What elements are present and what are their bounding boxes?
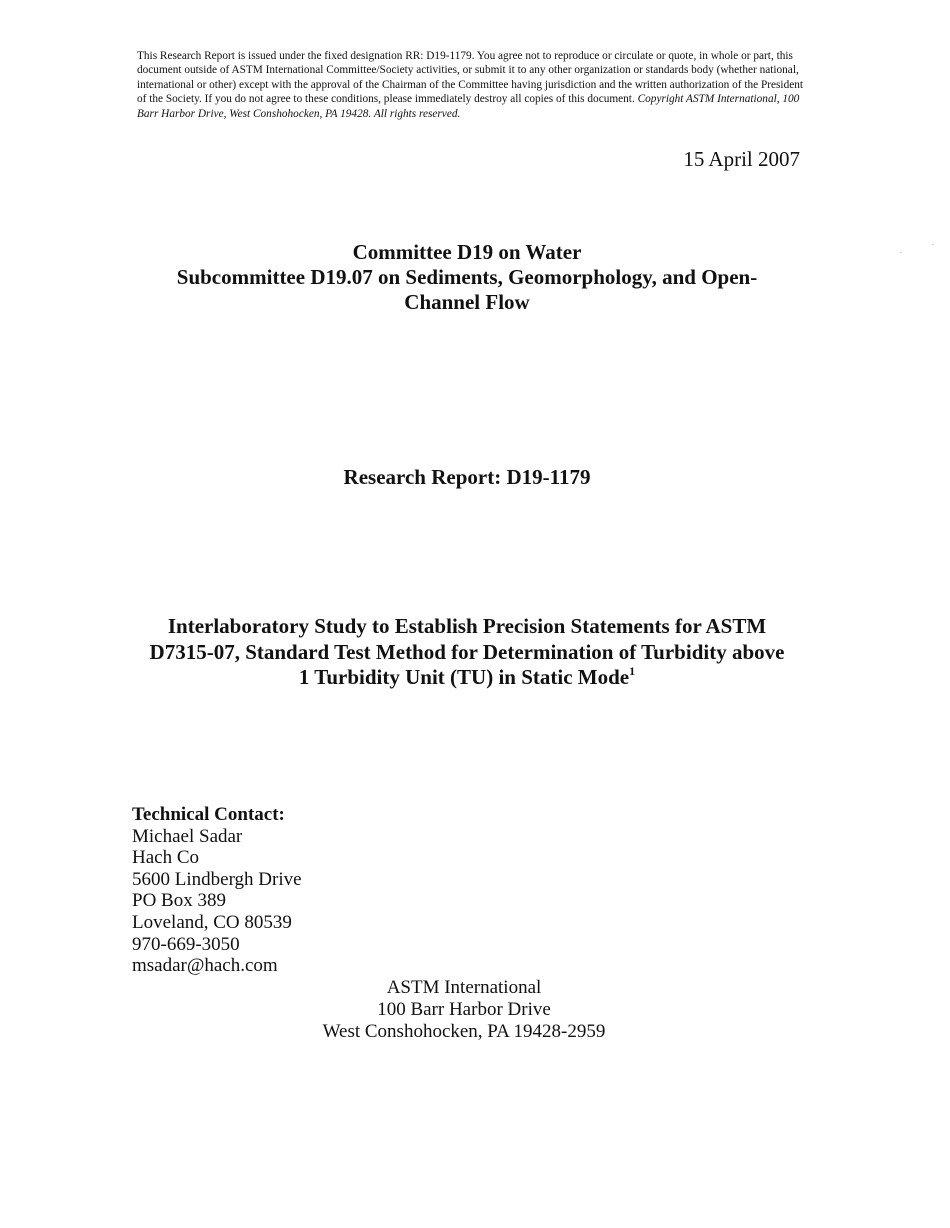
contact-company: Hach Co (132, 847, 200, 869)
footnote-mark: 1 (629, 664, 636, 678)
astm-city: West Conshohocken, PA 19428-2959 (322, 1020, 606, 1042)
copyright-text: Copyright ASTM International, 100 Barr Harbor Drive, West Conshohocken, PA 19428. All rights reserved. (137, 93, 800, 120)
astm-name: ASTM International (386, 977, 542, 998)
study-title (126, 614, 808, 691)
report-date: 15 April 2007 (683, 147, 800, 171)
contact-heading: Technical Contact: (132, 804, 285, 825)
contact-city: Loveland, CO 80539 (132, 911, 292, 933)
contact-email: msadar@hach.com (132, 955, 278, 977)
scan-speck (900, 252, 902, 253)
technical-contact (132, 804, 552, 977)
committee-line-1: Committee D19 on Water (352, 240, 582, 264)
astm-address (290, 977, 638, 1042)
committee-heading (140, 240, 794, 315)
contact-po-box: PO Box 389 (132, 890, 226, 912)
astm-street: 100 Barr Harbor Drive (377, 998, 551, 1020)
study-title-line-3 (126, 665, 808, 691)
committee-line-2: Subcommittee D19.07 on Sediments, Geomorphology, and Open- (176, 265, 758, 289)
distribution-notice (137, 49, 805, 121)
contact-phone: 970-669-3050 (132, 933, 240, 955)
study-title-line-2: D7315-07, Standard Test Method for Determination of Turbidity above (149, 639, 785, 664)
study-title-line-3-text: 1 Turbidity Unit (TU) in Static Mode (298, 665, 630, 689)
study-title-line-1: Interlaboratory Study to Establish Precision Statements for ASTM (167, 614, 767, 638)
notice-text: This Research Report is issued under the fixed designation RR: D19-1179. You agree not to reproduce or circulate or quote, in whole or part, this document outside of ASTM International Committee/Society activities, or submit it to any other organization or standards body (whether national, international or other) except with the approval of the Chairman of the Committee having jurisdiction and the written authorization of the President of the Society. If you do not agree to these conditions, please immediately destroy all copies of this document. (137, 50, 804, 106)
contact-name: Michael Sadar (132, 825, 243, 847)
contact-street: 5600 Lindbergh Drive (132, 868, 302, 890)
committee-line-3: Channel Flow (404, 290, 530, 314)
scan-speck (932, 244, 934, 245)
report-number: Research Report: D19-1179 (343, 465, 591, 489)
